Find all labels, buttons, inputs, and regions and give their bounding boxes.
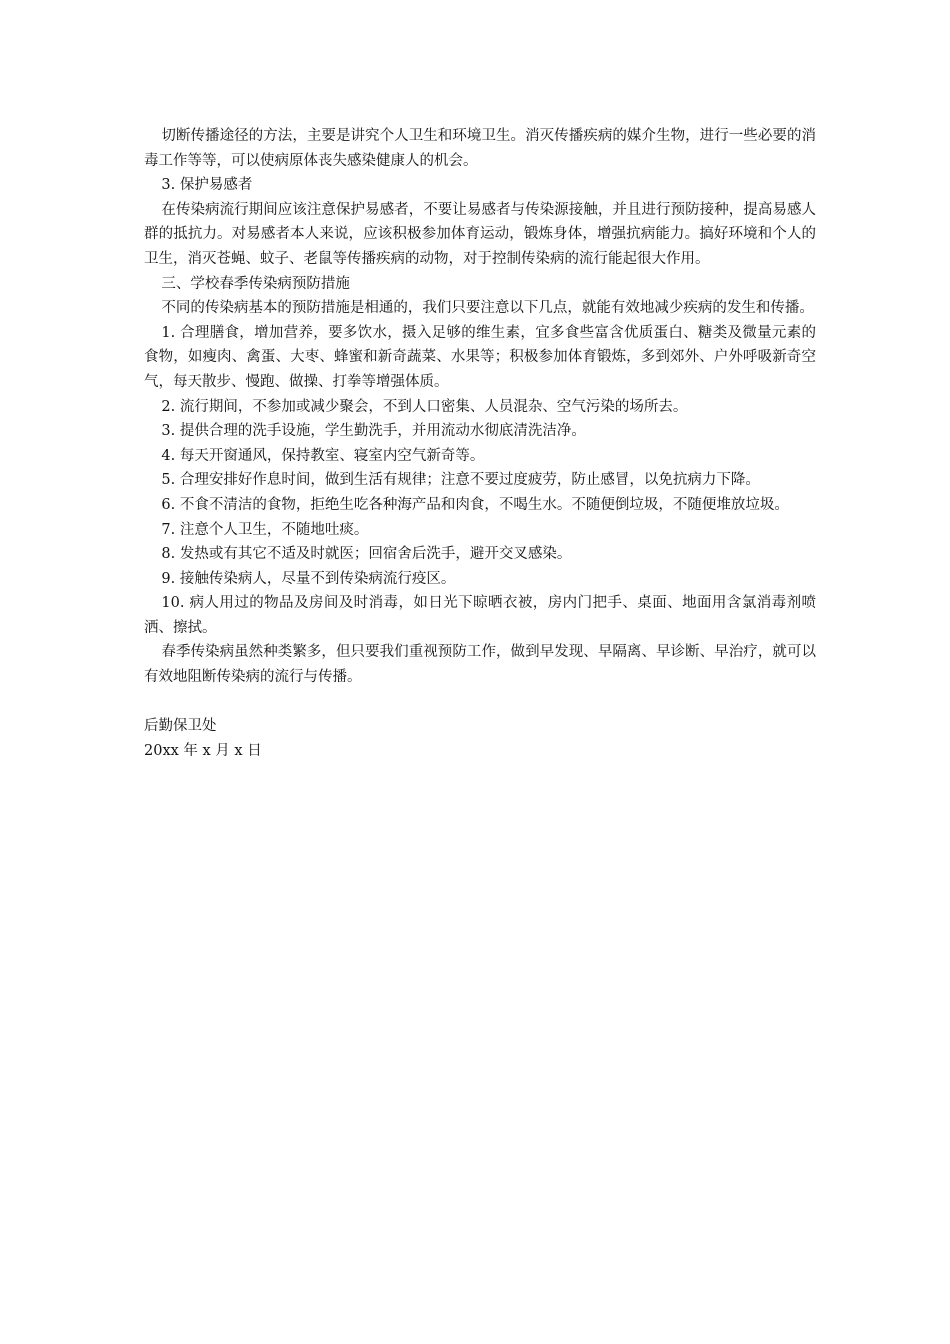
spacer [144, 690, 816, 715]
heading-school-prevention: 三、学校春季传染病预防措施 [161, 275, 350, 292]
list-item-5: 5. 合理安排好作息时间，做到生活有规律；注意不要过度疲劳，防止感冒，以免抗病力下降。 [161, 472, 760, 489]
list-item-10: 10. 病人用过的物品及房间及时消毒，如日光下晾晒衣被，房内门把手、桌面、地面用含氯消毒剂喷洒、擦拭。 [144, 595, 816, 636]
list-item-6: 6. 不食不清洁的食物，拒绝生吃各种海产品和肉食，不喝生水。不随便倒垃圾，不随便堆放垃圾。 [161, 496, 789, 513]
document-body [144, 124, 816, 763]
paragraph-protect-susceptible: 在传染病流行期间应该注意保护易感者，不要让易感者与传染源接触，并且进行预防接种，提高易感人群的抵抗力。对易感者本人来说，应该积极参加体育运动，锻炼身体，增强抗病能力。搞好环境和个人的卫生，消灭苍蝇、蚊子、老鼠等传播疾病的动物，对于控制传染病的流行能起很大作用。 [144, 201, 816, 267]
list-item-9: 9. 接触传染病人，尽量不到传染病流行疫区。 [161, 570, 456, 587]
paragraph-transmission-route: 切断传播途径的方法，主要是讲究个人卫生和环境卫生。消灭传播疾病的媒介生物，进行一些必要的消毒工作等等，可以使病原体丧失感染健康人的机会。 [144, 128, 816, 169]
list-item-7: 7. 注意个人卫生，不随地吐痰。 [161, 521, 369, 538]
signature-date: 20xx 年 x 月 x 日 [144, 742, 262, 759]
paragraph-prevention-intro: 不同的传染病基本的预防措施是相通的，我们只要注意以下几点，就能有效地减少疾病的发生和传播。 [161, 300, 814, 317]
list-item-1: 1. 合理膳食，增加营养，要多饮水，摄入足够的维生素，宜多食些富含优质蛋白、糖类及微量元素的食物，如瘦肉、禽蛋、大枣、蜂蜜和新奇蔬菜、水果等；积极参加体育锻炼，多到郊外、户外呼吸新奇空气，每天散步、慢跑、做操、打拳等增强体质。 [144, 324, 816, 390]
list-item-2: 2. 流行期间，不参加或减少聚会，不到人口密集、人员混杂、空气污染的场所去。 [161, 398, 688, 415]
signature-department: 后勤保卫处 [144, 718, 217, 735]
list-item-3: 3. 提供合理的洗手设施，学生勤洗手，并用流动水彻底清洗洁净。 [161, 423, 586, 440]
paragraph-conclusion: 春季传染病虽然种类繁多，但只要我们重视预防工作，做到早发现、早隔离、早诊断、早治疗，就可以有效地阻断传染病的流行与传播。 [144, 644, 816, 686]
list-item-8: 8. 发热或有其它不适及时就医；回宿舍后洗手，避开交叉感染。 [161, 546, 572, 563]
list-item-4: 4. 每天开窗通风，保持教室、寝室内空气新奇等。 [161, 447, 485, 464]
heading-protect-susceptible: 3. 保护易感者 [161, 177, 253, 194]
